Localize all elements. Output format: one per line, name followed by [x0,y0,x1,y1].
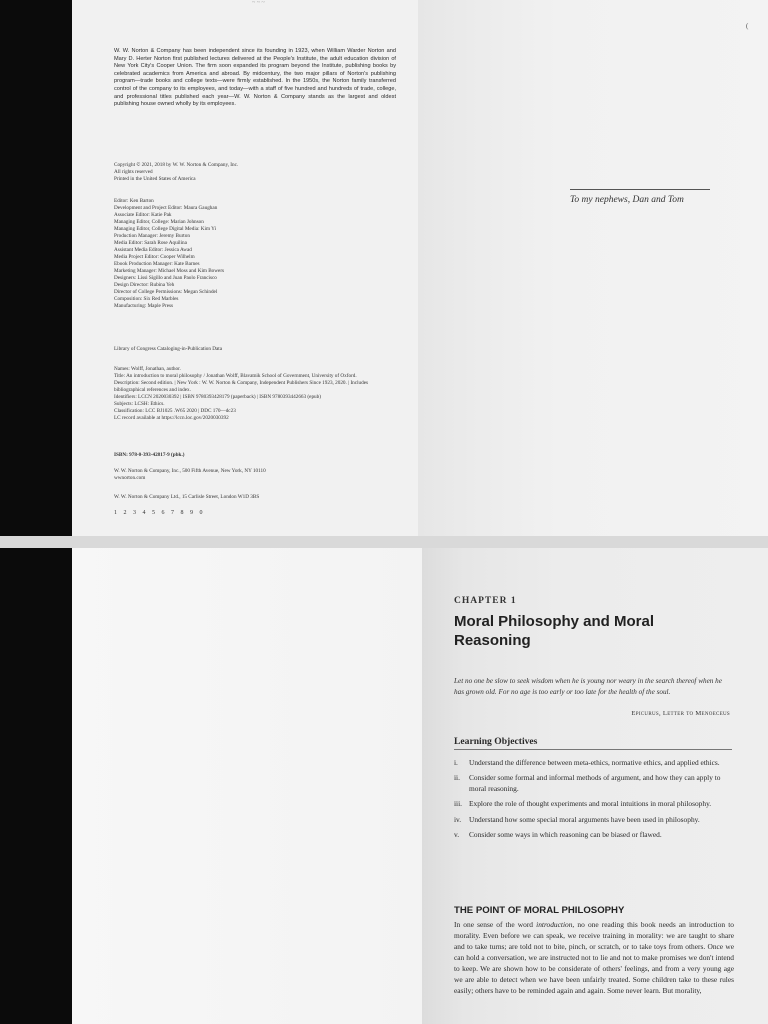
blank-page [72,548,422,1024]
credits-list [114,198,396,310]
london-address: W. W. Norton & Company Ltd., 15 Carlisle Street, London W1D 3BS [114,494,260,500]
objective-text: Consider some ways in which reasoning can be biased or flawed. [469,830,662,840]
credit-line: Managing Editor, College Digital Media: Kim Yi [114,226,217,232]
objective-number: iii. [454,799,463,809]
learning-objectives-list [454,758,734,845]
credit-line: Assistant Media Editor: Jessica Awad [114,247,192,253]
credit-line: Marketing Manager: Michael Moss and Kim Bowers [114,268,225,274]
about-publisher-paragraph: W. W. Norton & Company has been independent since its founding in 1923, when William Warder Norton and Mary D. Herter Norton first published lectures delivered at the People's Institute, the adult education division of New York City's Cooper Union. The firm soon expanded its program beyond the Institute, publishing books by celebrated academics from America and abroad. By midcentury, the two major pillars of Norton's publishing program—trade books and college texts—were firmly established. In the 1950s, the Norton family transferred control of the company to its employees, and today—with a staff of five hundred and hundreds of trade, college, and professional titles published each year—W. W. Norton & Company stands as the largest and oldest publishing house owned wholly by its employees. [114,48,396,108]
copyright-page [72,0,418,536]
lc-heading: Library of Congress Cataloging-in-Publication Data [114,346,223,352]
objective-text: Consider some formal and informal methods of argument, and how they can apply to moral reasoning. [469,773,721,793]
cip-line: Classification: LCC BJ1025 .W65 2020 | DDC 170—dc23 [114,408,236,414]
scan-gutter-top [0,0,72,536]
objective-number: iv. [454,814,462,824]
objective-number: i. [454,758,458,767]
print-line: 1 2 3 4 5 6 7 8 9 0 [114,510,205,516]
credit-line: Media Editor: Sarah Rose Aquilina [114,240,187,246]
credit-line: Media Project Editor: Cooper Wilhelm [114,254,195,260]
body-paragraph [454,919,734,996]
website-line: wwnorton.com [114,475,146,481]
cip-line: Title: An introduction to moral philosophy / Jonathan Wolff, Blavatnik School of Government, University of Oxford. [114,373,357,379]
rights-line: All rights reserved [114,169,153,175]
objective-item [454,773,734,794]
credit-line: Development and Project Editor: Maura Gaughan [114,205,218,211]
dedication-page [418,0,768,536]
section-heading: THE POINT OF MORAL PHILOSOPHY [454,905,625,916]
credit-line: Manufacturing: Maple Press [114,303,174,309]
body-rest: , no one reading this book needs an introduction to morality. Even before we can speak, we receive training in morality: we are taught to share and to take turns; are told not to bite, pinch, or scratch, or to take toys from others. Once we can hold a conversation, we are instructed not to lie and not to make promises we don't intend to keep. We are shown how to be considerate of others' feelings, and from a very young age we are able to detect when we have been unfairly treated. Some children take to these rules easily; others have to be reminded again and again. Some never learn. But morality, [454,920,735,996]
objective-text: Explore the role of thought experiments and moral intuitions in moral philosophy. [469,799,712,809]
cip-line: Names: Wolff, Jonathan, author. [114,366,181,372]
cip-data [114,366,396,422]
chapter-title: Moral Philosophy and Moral Reasoning [454,613,655,649]
credit-line: Director of College Permissions: Megan Schindel [114,289,218,295]
edge-mark: ( [746,22,749,30]
chapter-label: CHAPTER 1 [454,596,517,606]
epigraph-attribution: Epicurus, Letter to Menoeceus [631,710,730,717]
objective-item [454,815,734,825]
body-intro: In one sense of the word [454,920,537,929]
dedication-rule [570,189,710,190]
cip-line: Subjects: LCSH: Ethics. [114,401,165,407]
credit-line: Managing Editor, College: Marian Johnson [114,219,204,225]
cip-line: LC record available at https://lccn.loc.gov/2020030392 [114,415,229,421]
learning-objectives-heading: Learning Objectives [454,736,538,747]
objective-number: v. [454,830,460,840]
objective-item [454,799,734,809]
credit-line: Associate Editor: Katie Pak [114,212,172,218]
printed-line: Printed in the United States of America [114,176,196,182]
cip-line: Identifiers: LCCN 2020030392 | ISBN 9780393428179 (paperback) | ISBN 9780393442663 (epub) [114,394,321,400]
credit-line: Production Manager: Jeremy Burton [114,233,190,239]
credit-line: Design Director: Rubina Yeh [114,282,175,288]
ny-address-line: W. W. Norton & Company, Inc., 500 Fifth Avenue, New York, NY 10110 [114,468,266,474]
objective-item [454,830,734,840]
scan-gutter-bottom [0,548,72,1024]
credit-line: Composition: Six Red Marbles [114,296,179,302]
credit-line: Ebook Production Manager: Kate Barnes [114,261,200,267]
credit-line: Designers: Lissi Sigillo and Juan Paolo Francisco [114,275,217,281]
dedication-text: To my nephews, Dan and Tom [570,195,684,205]
body-italic-term: introduction [536,920,573,929]
cip-line: Description: Second edition. | New York : W. W. Norton & Company, Independent Publishers Since 1923, 2020. | Includes bibliographical references and index. [114,380,369,393]
copyright-line: Copyright © 2021, 2018 by W. W. Norton & Company, Inc. [114,162,239,168]
objective-item [454,758,734,768]
objective-number: ii. [454,773,460,783]
credit-line: Editor: Ken Barton [114,198,154,204]
objective-text: Understand the difference between meta-ethics, normative ethics, and applied ethics. [469,758,720,767]
isbn-line: ISBN: 978-0-393-42817-9 (pbk.) [114,452,185,458]
ny-address [114,468,396,482]
learning-objectives-rule [454,749,732,750]
copyright-block [114,162,396,183]
chapter-opening-page [422,548,768,1024]
epigraph: Let no one be slow to seek wisdom when he is young nor weary in the search thereof when he has grown old. For no age is too early or too late for the health of the soul. [454,677,722,696]
page-scribble: ~ ~ ~ [252,0,265,6]
objective-text: Understand how some special moral arguments have been used in philosophy. [469,814,700,824]
